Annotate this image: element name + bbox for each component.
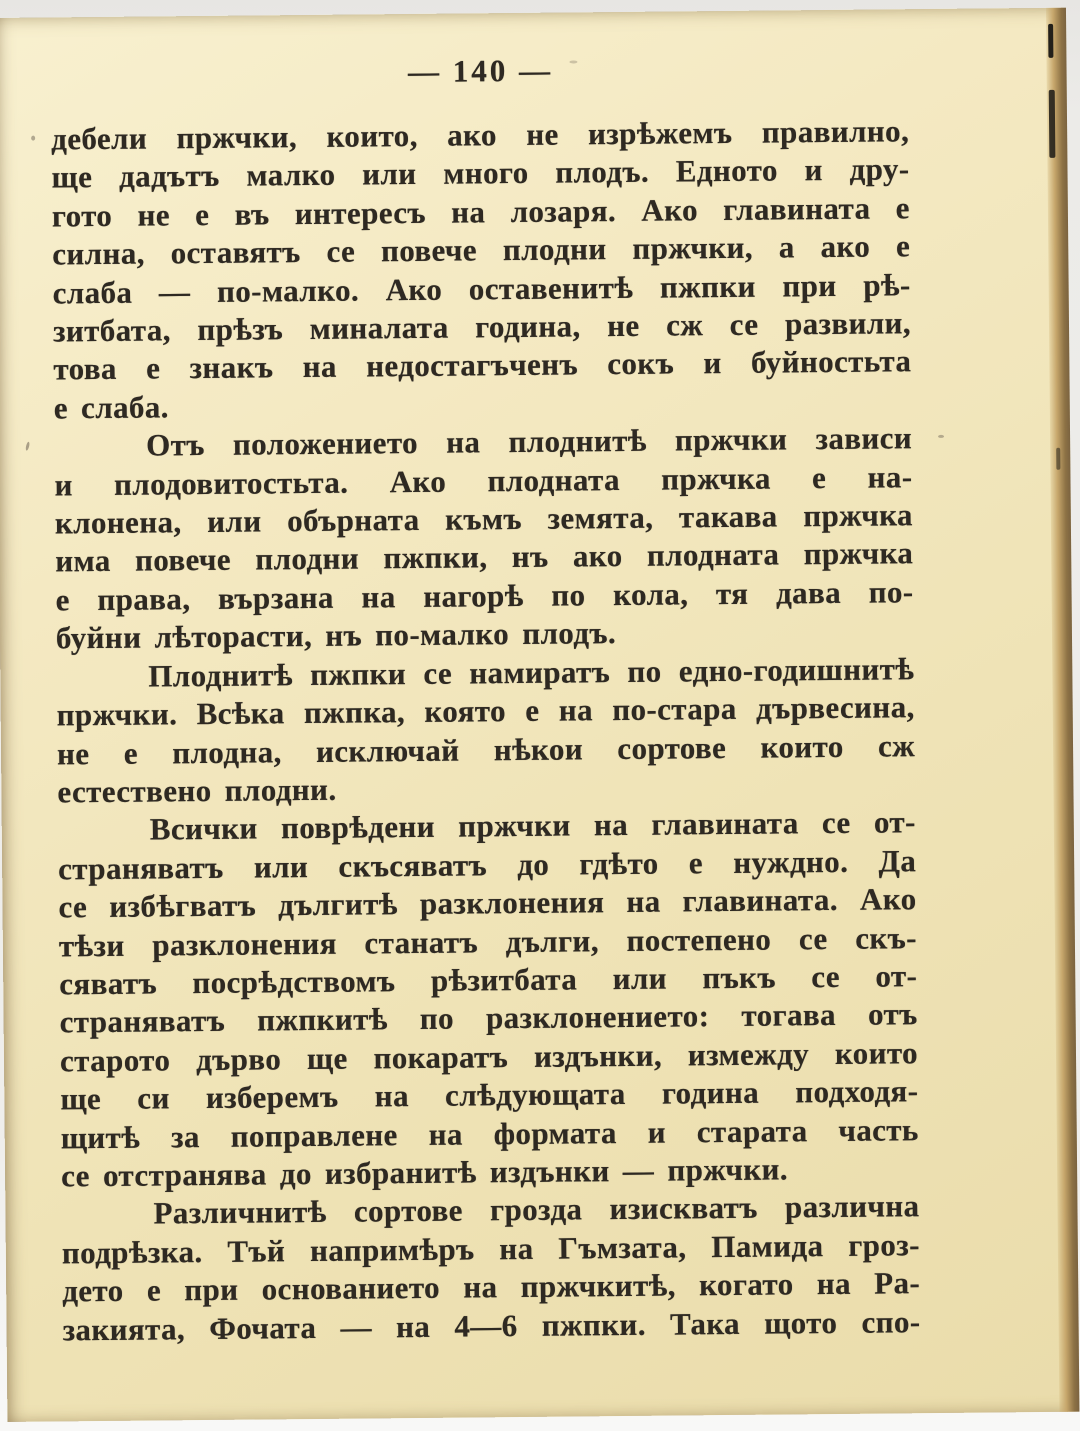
text-line: тѣзи разклонения станатъ дълги, постепено се скъ-	[58, 919, 918, 963]
text-line: Плоднитѣ пжпки се намиратъ по едно-годишнитѣ	[148, 650, 915, 694]
text-line: старото дърво ще покаратъ издънки, измежду които	[59, 1034, 919, 1079]
text-line: и плодовитостьта. Ако плодната пржчка е на-	[54, 458, 913, 503]
text-line: подрѣзка. Тъй напримѣръ на Гъмзата, Памида гроз-	[61, 1226, 920, 1271]
scanned-page	[0, 8, 1079, 1422]
page-number: — 140 —	[407, 52, 554, 90]
text-line: закията, Фочата — на 4—6 пжпки. Така щото спо-	[62, 1303, 921, 1347]
text-line: е слаба.	[53, 389, 170, 426]
text-line: ще дадътъ малко или много плодъ. Едното и дру-	[51, 151, 910, 195]
text-line: Всички поврѣдени пржчки на главината се от-	[149, 804, 916, 847]
text-line: клонена, или обърната къмъ земята, такава пржчка	[54, 497, 913, 541]
text-line: сяватъ посрѣдствомъ рѣзитбата или пъкъ се от-	[59, 958, 918, 1002]
text-line: е права, вързана на нагорѣ по кола, тя дава по-	[55, 574, 914, 618]
text-line: ще си изберемъ на слѣдующата година подходя-	[60, 1073, 919, 1117]
text-line: слаба — по-малко. Ако оставенитѣ пжпки при рѣ-	[52, 266, 911, 311]
text-line: пржчки. Всѣка пжпка, която е на по-стара дървесина,	[56, 689, 915, 733]
text-line: страняватъ пжпкитѣ по разклонението: тогава отъ	[59, 996, 918, 1040]
text-line: страняватъ или скъсяватъ до гдѣто е нуждно. Да	[58, 842, 917, 887]
text-line: Различнитѣ сортове грозда изискватъ различна	[153, 1188, 920, 1231]
text-line: това е знакъ на недостагъченъ сокъ и буйностьта	[53, 343, 912, 387]
book-page-edge	[1046, 8, 1079, 1412]
text-line: щитѣ за поправлене на формата и старата часть	[60, 1111, 919, 1155]
text-line: зитбата, прѣзъ миналата година, не сж се развили,	[52, 305, 912, 349]
paper-speck	[938, 435, 944, 438]
text-line: силна, оставятъ се повече плодни пржчки, а ако е	[52, 228, 911, 272]
edge-ink-mark	[1049, 90, 1056, 158]
edge-ink-mark	[1056, 448, 1060, 470]
text-line: дебели пржчки, които, ако не изрѣжемъ правилно,	[50, 113, 910, 157]
text-block	[51, 112, 921, 1349]
edge-ink-mark	[1048, 24, 1053, 58]
text-line: се отстранява до избранитѣ издънки — пржчки.	[60, 1151, 789, 1194]
text-line: се избѣгватъ дългитѣ разклонения на главината. Ако	[58, 881, 917, 925]
text-line: гото не е въ интересъ на лозаря. Ако главината е	[51, 190, 911, 234]
text-line: дето е при основанието на пржчкитѣ, когато на Ра-	[62, 1265, 921, 1309]
paper-speck	[31, 136, 35, 141]
paper-speck	[25, 441, 30, 450]
text-line: естествено плодни.	[57, 771, 337, 810]
text-line: буйни лѣторасти, нъ по-малко плодъ.	[55, 615, 617, 656]
text-line: има повече плодни пжпки, нъ ако плодната пржчка	[55, 535, 914, 579]
text-line: не е плодна, исключай нѣкои сортове които сж	[56, 727, 916, 771]
text-line: Отъ положението на плоднитѣ пржчки зависи	[145, 420, 913, 463]
